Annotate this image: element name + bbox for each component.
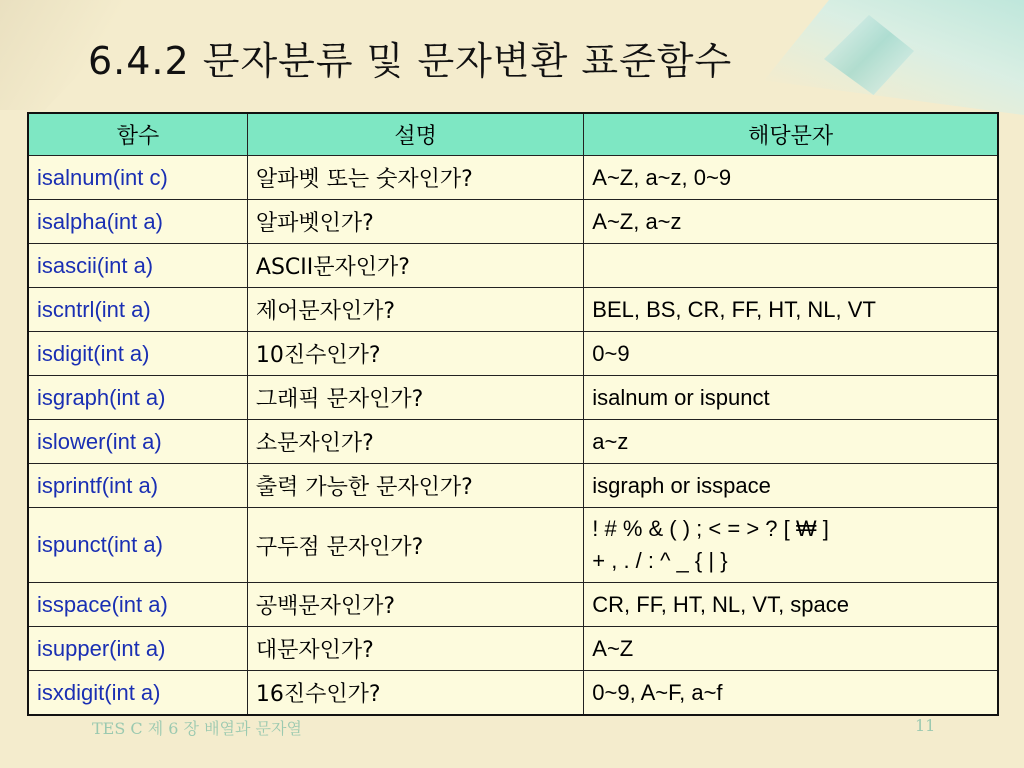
function-description: 소문자인가? xyxy=(247,420,583,464)
table-row xyxy=(28,376,998,420)
function-characters: 0~9, A~F, a~f xyxy=(584,671,998,716)
function-description: ASCII문자인가? xyxy=(247,244,583,288)
function-name: iscntrl(int a) xyxy=(28,288,247,332)
function-characters: A~Z xyxy=(584,627,998,671)
function-description: 제어문자인가? xyxy=(247,288,583,332)
page-number: 11 xyxy=(915,716,936,735)
function-characters: a~z xyxy=(584,420,998,464)
function-characters: 0~9 xyxy=(584,332,998,376)
function-description: 구두점 문자인가? xyxy=(247,508,583,583)
function-characters xyxy=(584,244,998,288)
header-characters: 해당문자 xyxy=(584,113,998,156)
function-description: 대문자인가? xyxy=(247,627,583,671)
function-characters: BEL, BS, CR, FF, HT, NL, VT xyxy=(584,288,998,332)
table-row xyxy=(28,627,998,671)
function-description: 알파벳인가? xyxy=(247,200,583,244)
function-name: isdigit(int a) xyxy=(28,332,247,376)
function-name: islower(int a) xyxy=(28,420,247,464)
function-characters: A~Z, a~z, 0~9 xyxy=(584,156,998,200)
function-table xyxy=(27,112,999,716)
table-row xyxy=(28,332,998,376)
function-characters: isalnum or ispunct xyxy=(584,376,998,420)
table-row xyxy=(28,244,998,288)
function-characters: CR, FF, HT, NL, VT, space xyxy=(584,583,998,627)
function-name: isupper(int a) xyxy=(28,627,247,671)
table-row xyxy=(28,200,998,244)
table-header-row xyxy=(28,113,998,156)
function-description: 16진수인가? xyxy=(247,671,583,716)
header-description: 설명 xyxy=(247,113,583,156)
table-row xyxy=(28,464,998,508)
function-characters: A~Z, a~z xyxy=(584,200,998,244)
function-name: isxdigit(int a) xyxy=(28,671,247,716)
function-name: isgraph(int a) xyxy=(28,376,247,420)
function-name: isalpha(int a) xyxy=(28,200,247,244)
function-description: 10진수인가? xyxy=(247,332,583,376)
table-row xyxy=(28,583,998,627)
table-row xyxy=(28,508,998,583)
table-row xyxy=(28,156,998,200)
function-description: 알파벳 또는 숫자인가? xyxy=(247,156,583,200)
header-function: 함수 xyxy=(28,113,247,156)
characters-line-2: + , . / : ^ _ { | } xyxy=(592,548,728,573)
slide-title: 6.4.2 문자분류 및 문자변환 표준함수 xyxy=(88,39,733,83)
function-description: 공백문자인가? xyxy=(247,583,583,627)
table-row xyxy=(28,671,998,716)
function-name: isspace(int a) xyxy=(28,583,247,627)
function-name: isprintf(int a) xyxy=(28,464,247,508)
function-characters xyxy=(584,508,998,583)
slide-footer: TES C 제 6 장 배열과 문자열 xyxy=(92,719,302,738)
table-row xyxy=(28,288,998,332)
characters-line-1: ! # % & ( ) ; < = > ? [ ₩ ] xyxy=(592,516,829,541)
table-row xyxy=(28,420,998,464)
function-description: 출력 가능한 문자인가? xyxy=(247,464,583,508)
function-name: ispunct(int a) xyxy=(28,508,247,583)
function-name: isalnum(int c) xyxy=(28,156,247,200)
function-description: 그래픽 문자인가? xyxy=(247,376,583,420)
function-characters: isgraph or isspace xyxy=(584,464,998,508)
function-name: isascii(int a) xyxy=(28,244,247,288)
